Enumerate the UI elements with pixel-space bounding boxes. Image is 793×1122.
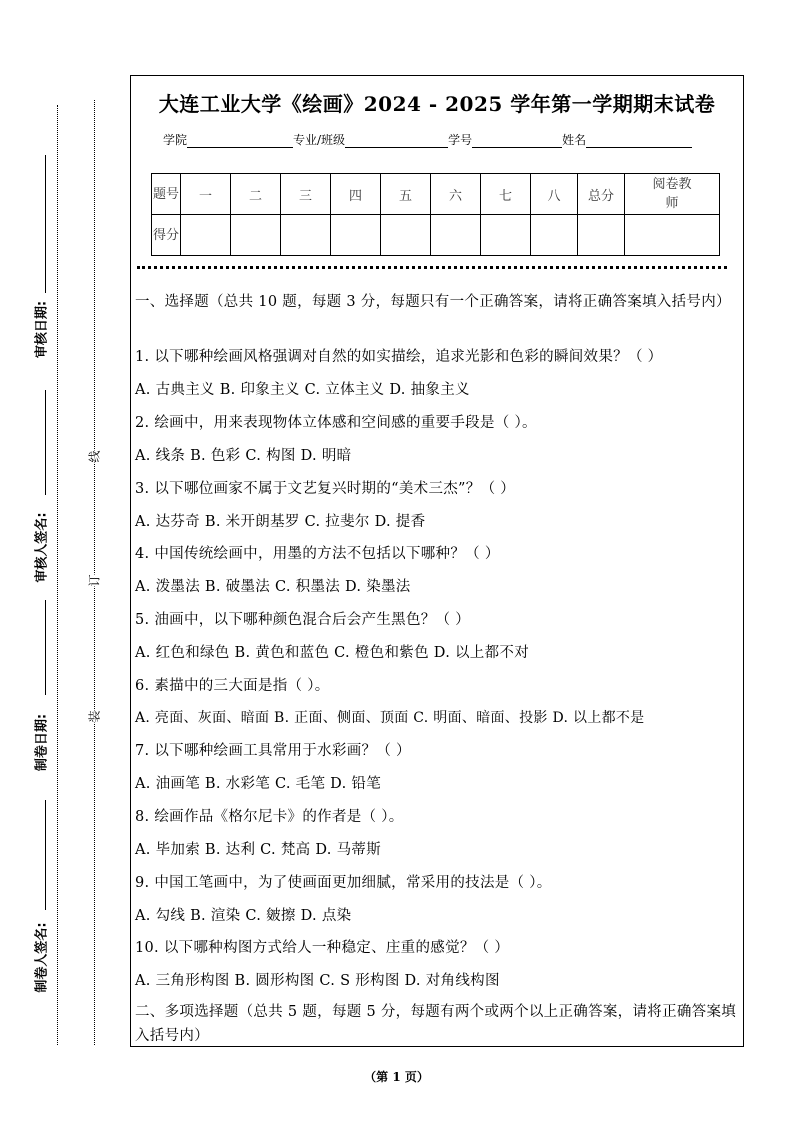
question-9-options: A. 勾线 B. 渲染 C. 皴擦 D. 点染 (135, 908, 352, 924)
question-8: 8. 绘画作品《格尔尼卡》的作者是（ ）。 (135, 809, 404, 825)
cut-fold-mark: 装 (87, 710, 102, 723)
page-number: （第 1 页） (364, 1070, 429, 1084)
question-2: 2. 绘画中，用来表现物体立体感和空间感的重要手段是（ ）。 (135, 415, 537, 431)
question-5: 5. 油画中，以下哪种颜色混合后会产生黑色？（ ） (135, 612, 471, 628)
approver-date-label: 审核日期: (34, 300, 50, 359)
approver-sign-line[interactable] (45, 390, 46, 495)
question-6: 6. 素描中的三大面是指（ ）。 (135, 678, 330, 694)
score-table (151, 173, 720, 256)
binding-dotted-line-inner (94, 100, 95, 1045)
score-col-5: 五 (381, 174, 431, 215)
score-cell[interactable] (281, 215, 331, 256)
question-6-options: A. 亮面、灰面、暗面 B. 正面、侧面、顶面 C. 明面、暗面、投影 D. 以上都不是 (135, 710, 645, 726)
score-cell[interactable] (231, 215, 281, 256)
score-table-header-label: 题号 (152, 174, 181, 215)
section2-heading: 二、多项选择题（总共 5 题，每题 5 分，每题有两个或两个以上正确答案，请将正确答案填入括号内） (135, 1004, 737, 1044)
question-9: 9. 中国工笔画中，为了使画面更加细腻，常采用的技法是（ ）。 (135, 875, 552, 891)
question-3: 3. 以下哪位画家不属于文艺复兴时期的“美术三杰”？（ ） (135, 481, 516, 497)
maker-sign-label: 制卷人签名: (34, 922, 50, 993)
score-col-4: 四 (331, 174, 381, 215)
question-4-options: A. 泼墨法 B. 破墨法 C. 积墨法 D. 染墨法 (135, 579, 411, 595)
maker-sign-line[interactable] (45, 800, 46, 910)
cut-line-mark: 线 (87, 450, 102, 463)
name-label: 姓名 (562, 133, 587, 147)
maker-date-label: 制卷日期: (34, 713, 50, 772)
student-info-row (163, 131, 692, 148)
college-label: 学院 (163, 133, 188, 147)
major-label: 专业/班级 (293, 133, 346, 147)
score-col-6: 六 (431, 174, 481, 215)
question-10: 10. 以下哪种构图方式给人一种稳定、庄重的感觉？（ ） (135, 940, 510, 956)
score-col-8: 八 (531, 174, 578, 215)
score-col-1: 一 (181, 174, 231, 215)
section1-heading: 一、选择题（总共 10 题，每题 3 分，每题只有一个正确答案，请将正确答案填入括号内） (135, 294, 731, 310)
score-col-3: 三 (281, 174, 331, 215)
dotted-separator (137, 266, 727, 269)
score-cell[interactable] (431, 215, 481, 256)
maker-date-line[interactable] (45, 600, 46, 695)
score-cell[interactable] (481, 215, 531, 256)
approver-sign-label: 审核人签名: (34, 512, 50, 583)
question-2-options: A. 线条 B. 色彩 C. 构图 D. 明暗 (135, 448, 352, 464)
question-7-options: A. 油画笔 B. 水彩笔 C. 毛笔 D. 铅笔 (135, 776, 382, 792)
score-cell[interactable] (625, 215, 720, 256)
major-field[interactable] (345, 133, 448, 148)
student-id-label: 学号 (448, 133, 473, 147)
score-col-total: 总分 (578, 174, 625, 215)
approver-date-line[interactable] (45, 155, 46, 293)
score-cell[interactable] (331, 215, 381, 256)
question-1: 1. 以下哪种绘画风格强调对自然的如实描绘，追求光影和色彩的瞬间效果？（ ） (135, 349, 663, 365)
score-col-grader (625, 174, 720, 215)
college-field[interactable] (187, 133, 293, 148)
score-cell[interactable] (381, 215, 431, 256)
question-1-options: A. 古典主义 B. 印象主义 C. 立体主义 D. 抽象主义 (135, 382, 470, 398)
cut-bind-mark: 订 (87, 574, 102, 587)
name-field[interactable] (586, 133, 692, 148)
score-cell[interactable] (181, 215, 231, 256)
question-4: 4. 中国传统绘画中，用墨的方法不包括以下哪种？（ ） (135, 546, 500, 562)
score-cell[interactable] (531, 215, 578, 256)
question-3-options: A. 达芬奇 B. 米开朗基罗 C. 拉斐尔 D. 提香 (135, 514, 426, 530)
exam-title: 大连工业大学《绘画》2024 - 2025 学年第一学期期末试卷 (158, 92, 716, 116)
question-7: 7. 以下哪种绘画工具常用于水彩画？（ ） (135, 743, 411, 759)
score-col-7: 七 (481, 174, 531, 215)
score-table-score-label: 得分 (152, 215, 181, 256)
question-5-options: A. 红色和绿色 B. 黄色和蓝色 C. 橙色和紫色 D. 以上都不对 (135, 645, 530, 661)
score-col-grader-label: 阅卷教师 (652, 177, 692, 211)
question-8-options: A. 毕加索 B. 达利 C. 梵高 D. 马蒂斯 (135, 842, 382, 858)
score-col-2: 二 (231, 174, 281, 215)
binding-dotted-line-outer (57, 105, 58, 1045)
student-id-field[interactable] (472, 133, 562, 148)
score-cell[interactable] (578, 215, 625, 256)
question-10-options: A. 三角形构图 B. 圆形构图 C. S 形构图 D. 对角线构图 (135, 973, 500, 989)
